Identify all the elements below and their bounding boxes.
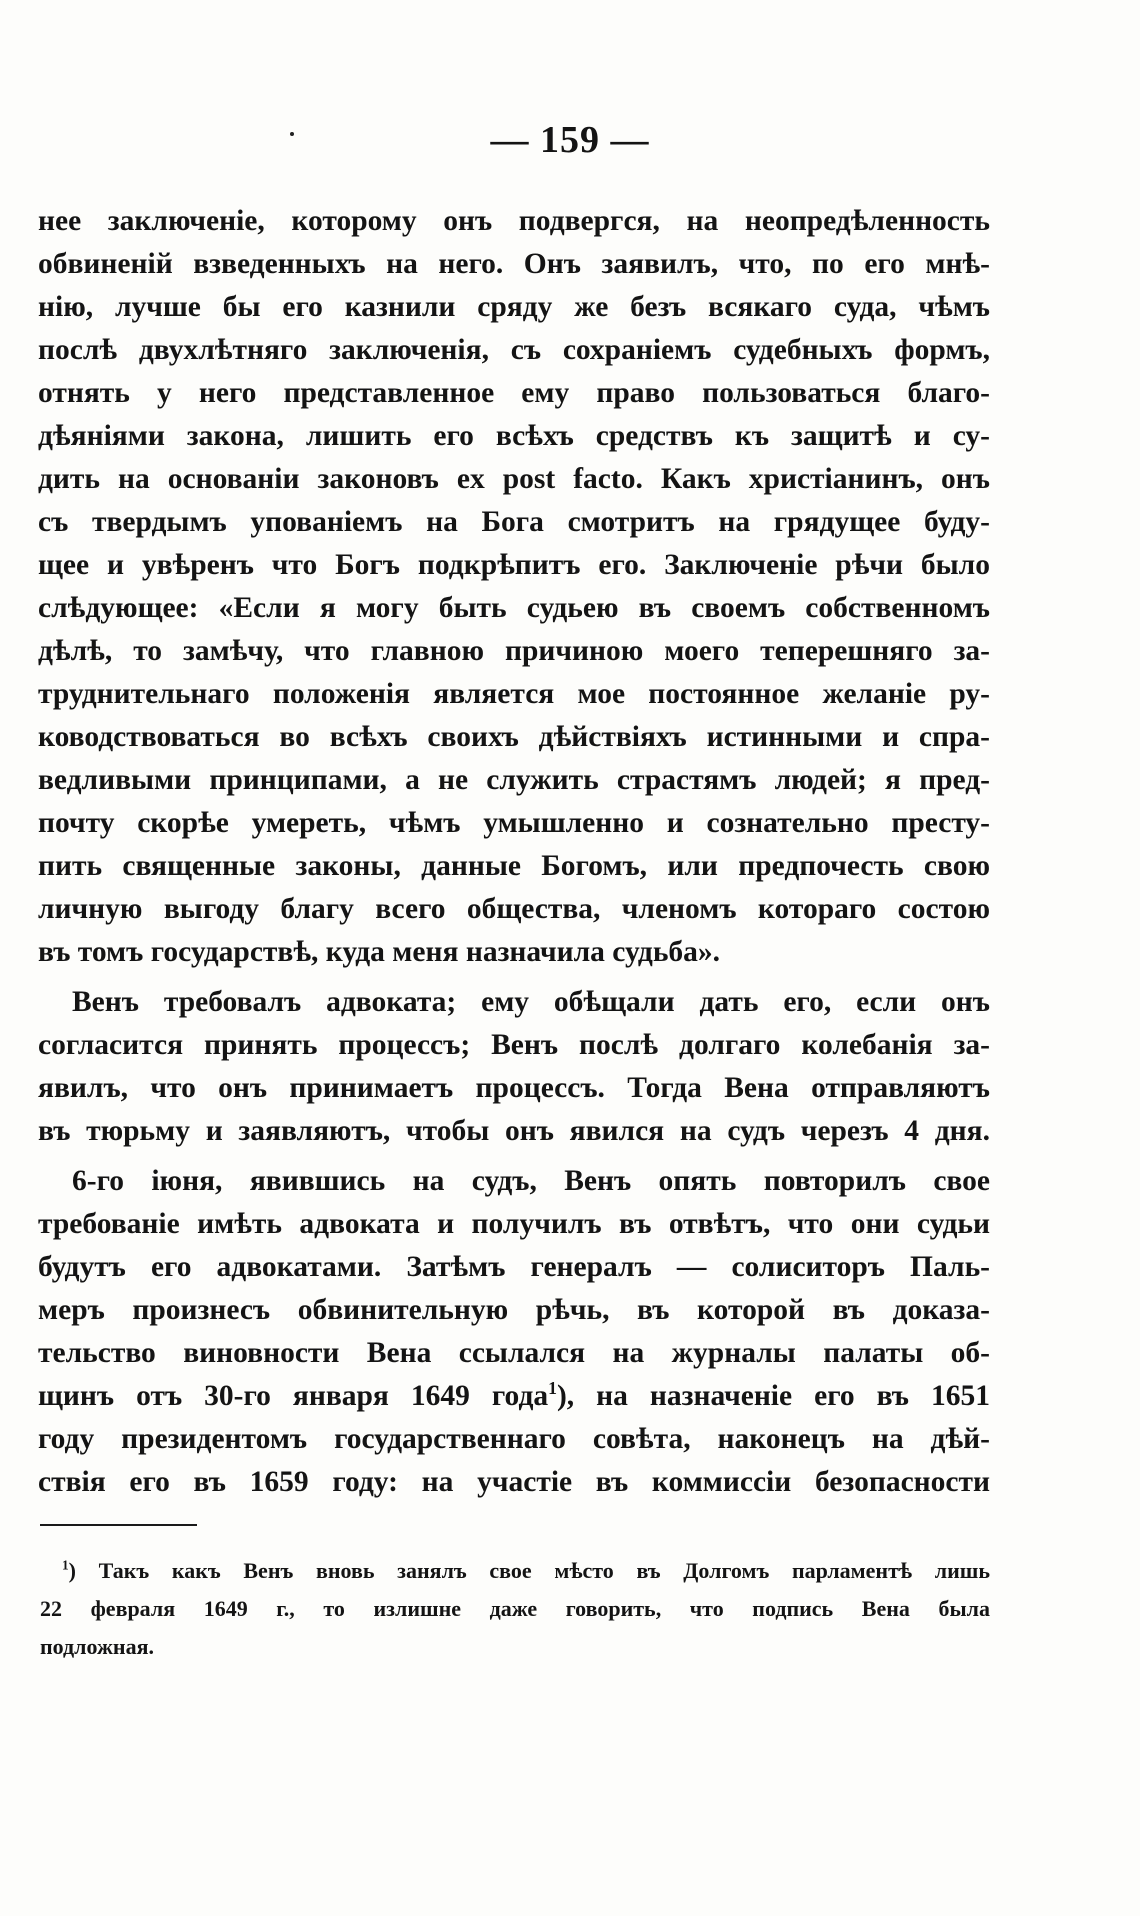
text-line: Венъ требовалъ адвоката; ему обѣщали дать его, если онъ [72, 986, 990, 1018]
footnote-marker: 1 [62, 1557, 69, 1573]
paragraph-1 [38, 200, 990, 974]
footnote-line [40, 1552, 990, 1590]
text-line: дѣлѣ, то замѣчу, что главною причиною моего теперешняго за- [38, 635, 990, 667]
text-line: ведливыми принципами, а не служить страстямъ людей; я пред- [38, 764, 990, 796]
text-line: почту скорѣе умереть, чѣмъ умышленно и сознательно престу- [38, 807, 990, 839]
text-line: пить священные законы, данные Богомъ, или предпочесть свою [38, 850, 990, 882]
text-line: щее и увѣренъ что Богъ подкрѣпитъ его. Заключеніе рѣчи было [38, 549, 990, 581]
text-line: меръ произнесъ обвинительную рѣчь, въ которой въ доказа- [38, 1294, 990, 1326]
text-line: дѣяніями закона, лишить его всѣхъ средствъ къ защитѣ и су- [38, 420, 990, 452]
text-line-with-footnote-ref [38, 1375, 990, 1418]
text-line: послѣ двухлѣтняго заключенія, съ сохраніемъ судебныхъ формъ, [38, 334, 990, 366]
text-line: будутъ его адвокатами. Затѣмъ генералъ — солиситоръ Паль- [38, 1251, 990, 1283]
body-text [38, 200, 990, 1504]
text-line: труднительнаго положенія является мое постоянное желаніе ру- [38, 678, 990, 710]
footnote-line: 22 февраля 1649 г., то излишне даже говорить, что подпись Вена была [40, 1596, 990, 1621]
text-line: ствія его въ 1659 году: на участіе въ коммиссіи безопасности [38, 1466, 990, 1498]
text-line: тельство виновности Вена ссылался на журналы палаты об- [38, 1337, 990, 1369]
text-line: въ томъ государствѣ, куда меня назначила судьба». [38, 936, 721, 968]
text-line: дить на основаніи законовъ ex post facto. Какъ христіанинъ, онъ [38, 463, 990, 495]
text-line: году президентомъ государственнаго совѣта, наконецъ на дѣй- [38, 1423, 990, 1455]
page-number: — 159 — [490, 119, 650, 161]
text-line: слѣдующее: «Если я могу быть судьею въ своемъ собственномъ [38, 592, 990, 624]
text-line: нію, лучше бы его казнили сряду же безъ всякаго суда, чѣмъ [38, 291, 990, 323]
text-line: требованіе имѣть адвоката и получилъ въ отвѣтъ, что они судьи [38, 1208, 990, 1240]
footnote-reference[interactable]: 1 [548, 1378, 557, 1399]
text-line: 6-го іюня, явившись на судъ, Венъ опять повторилъ свое [72, 1165, 990, 1197]
text-line: явилъ, что онъ принимаетъ процессъ. Тогда Вена отправляютъ [38, 1072, 990, 1104]
paragraph-2 [38, 981, 990, 1153]
paragraph-3 [38, 1160, 990, 1504]
text-line: согласится принять процессъ; Венъ послѣ долгаго колебанія за- [38, 1029, 990, 1061]
text-line: личную выгоду благу всего общества, членомъ котораго состою [38, 893, 990, 925]
text-line: отнять у него представленное ему право пользоваться благо- [38, 377, 990, 409]
footnote-divider [40, 1524, 197, 1526]
footnote-text: ) Такъ какъ Венъ вновь занялъ свое мѣсто въ Долгомъ парламентѣ лишь [68, 1558, 990, 1583]
text-line: съ твердымъ упованіемъ на Бога смотритъ на грядущее буду- [38, 506, 990, 538]
text-line: въ тюрьму и заявляютъ, чтобы онъ явился на судъ черезъ 4 дня. [38, 1115, 990, 1147]
text-line: ководствоваться во всѣхъ своихъ дѣйствіяхъ истинными и спра- [38, 721, 990, 753]
text-segment: щинъ отъ 30-го января 1649 года [38, 1380, 549, 1412]
text-line: нее заключеніе, которому онъ подвергся, на неопредѣленность [38, 205, 990, 237]
text-line: обвиненій взведенныхъ на него. Онъ заявилъ, что, по его мнѣ- [38, 248, 990, 280]
text-segment: ), на назначеніе его въ 1651 [556, 1380, 990, 1412]
footnote [40, 1552, 990, 1666]
footnote-line: подложная. [40, 1634, 154, 1659]
